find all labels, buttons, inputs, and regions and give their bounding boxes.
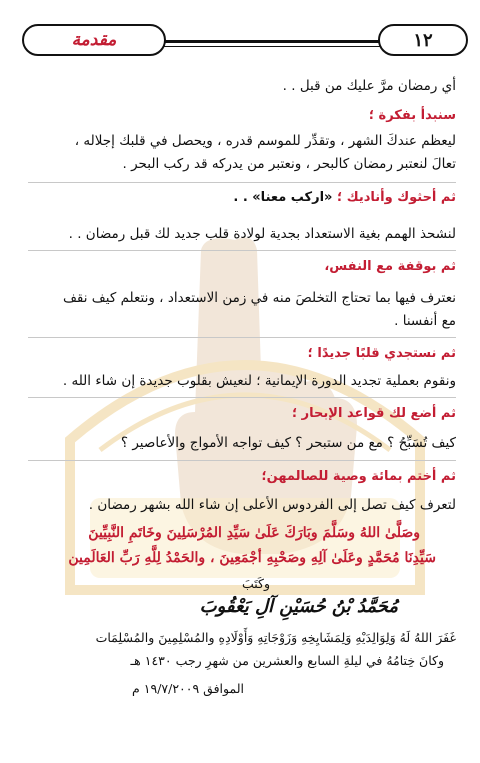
page-number: ١٢ — [413, 29, 433, 51]
section-heading — [233, 190, 456, 205]
body-line: تعالَ لنعتبر رمضان كالبحر ، ونعتبر من يدركه قد ركب البحر . — [122, 156, 456, 172]
header-rule — [160, 40, 384, 43]
body-line: لتعرف كيف تصل إلى الفردوس الأعلى إن شاء الله بشهر رمضان . — [88, 497, 456, 513]
author-signature: مُحَمَّدُ بْنُ حُسَيْنِ آلِ يَعْقُوبَ — [199, 596, 398, 617]
divider — [28, 337, 456, 338]
body-line: لنشحذ الهمم بغية الاستعداد بجدية لولادة قلب جديد لك قبل رمضان . . — [68, 226, 456, 242]
section-title-box — [22, 24, 166, 56]
date-gregorian: الموافق ١٩/٧/٢٠٠٩ م — [132, 681, 244, 696]
section-heading: ثم أضع لك قواعد الإبحار ؛ — [291, 406, 456, 421]
closing-prayer-line: سَيِّدِنَا مُحَمَّدٍ وعَلَىٰ آلِهِ وصَحْبِهِ أجْمَعِينَ ، والحَمْدُ لِلَّهِ رَبِّ العَالَمِين — [68, 550, 436, 566]
author-wrote: وكَتَبَ — [241, 576, 270, 591]
section-title: مقدمة — [71, 30, 117, 50]
divider — [28, 460, 456, 461]
dua-line: غَفَرَ اللهُ لَهُ وَلِوَالِدَيْهِ وَلِمَشَايِخِهِ وَزَوْجَاتِهِ وَأَوْلَادِهِ والمُسْلِمِينَ والمُسْلِمَات — [95, 630, 456, 645]
body-line: ليعظم عندكَ الشهر ، وتقدِّر للموسم قدره ، ويحصل في قلبك إجلاله ، — [74, 133, 456, 149]
divider — [28, 397, 456, 398]
section-heading: ثم أختم بمائة وصية للصالمهن؛ — [261, 469, 456, 484]
header-rule-thin — [160, 46, 384, 47]
body-line: كيف تُسَبِّحُ ؟ مع من ستبحر ؟ كيف تواجه الأمواج والأعاصير ؟ — [120, 435, 456, 451]
page-header — [22, 20, 468, 60]
body-line: نعترف فيها بما تحتاج التخلصَ منه في زمن الاستعداد ، ونتعلم كيف نقف — [62, 290, 456, 306]
section-heading-text: ثم أحثوك وأناديك ؛ — [336, 190, 456, 205]
body-line: ونقوم بعملية تجديد الدورة الإيمانية ؛ لنعيش بقلوب جديدة إن شاء الله . — [62, 373, 456, 389]
section-heading-quote: «اركب معنا» . . — [233, 190, 333, 205]
section-heading: ثم نستجدي قلبًا جديدًا ؛ — [307, 346, 456, 361]
divider — [28, 250, 456, 251]
section-heading: ثم بوقفة مع النفس، — [324, 259, 456, 274]
body-line: أي رمضان مرَّ عليك من قبل . . — [282, 78, 456, 94]
section-heading: سنبدأ بفكرة ؛ — [368, 108, 456, 123]
divider — [28, 182, 456, 183]
page-number-box — [378, 24, 468, 56]
date-line: وكانَ خِتامُهُ في ليلةِ السابع والعشرين من شهرِ رجب ١٤٣٠ هـ — [130, 653, 444, 668]
body-line: مع أنفسنا . — [394, 313, 456, 329]
closing-prayer-line: وصَلَّىٰ اللهُ وسَلَّمَ وبَارَكَ عَلَىٰ سَيِّدِ المُرْسَلِينَ وخَاتَمِ النَّبِيِّينَ — [88, 525, 420, 541]
